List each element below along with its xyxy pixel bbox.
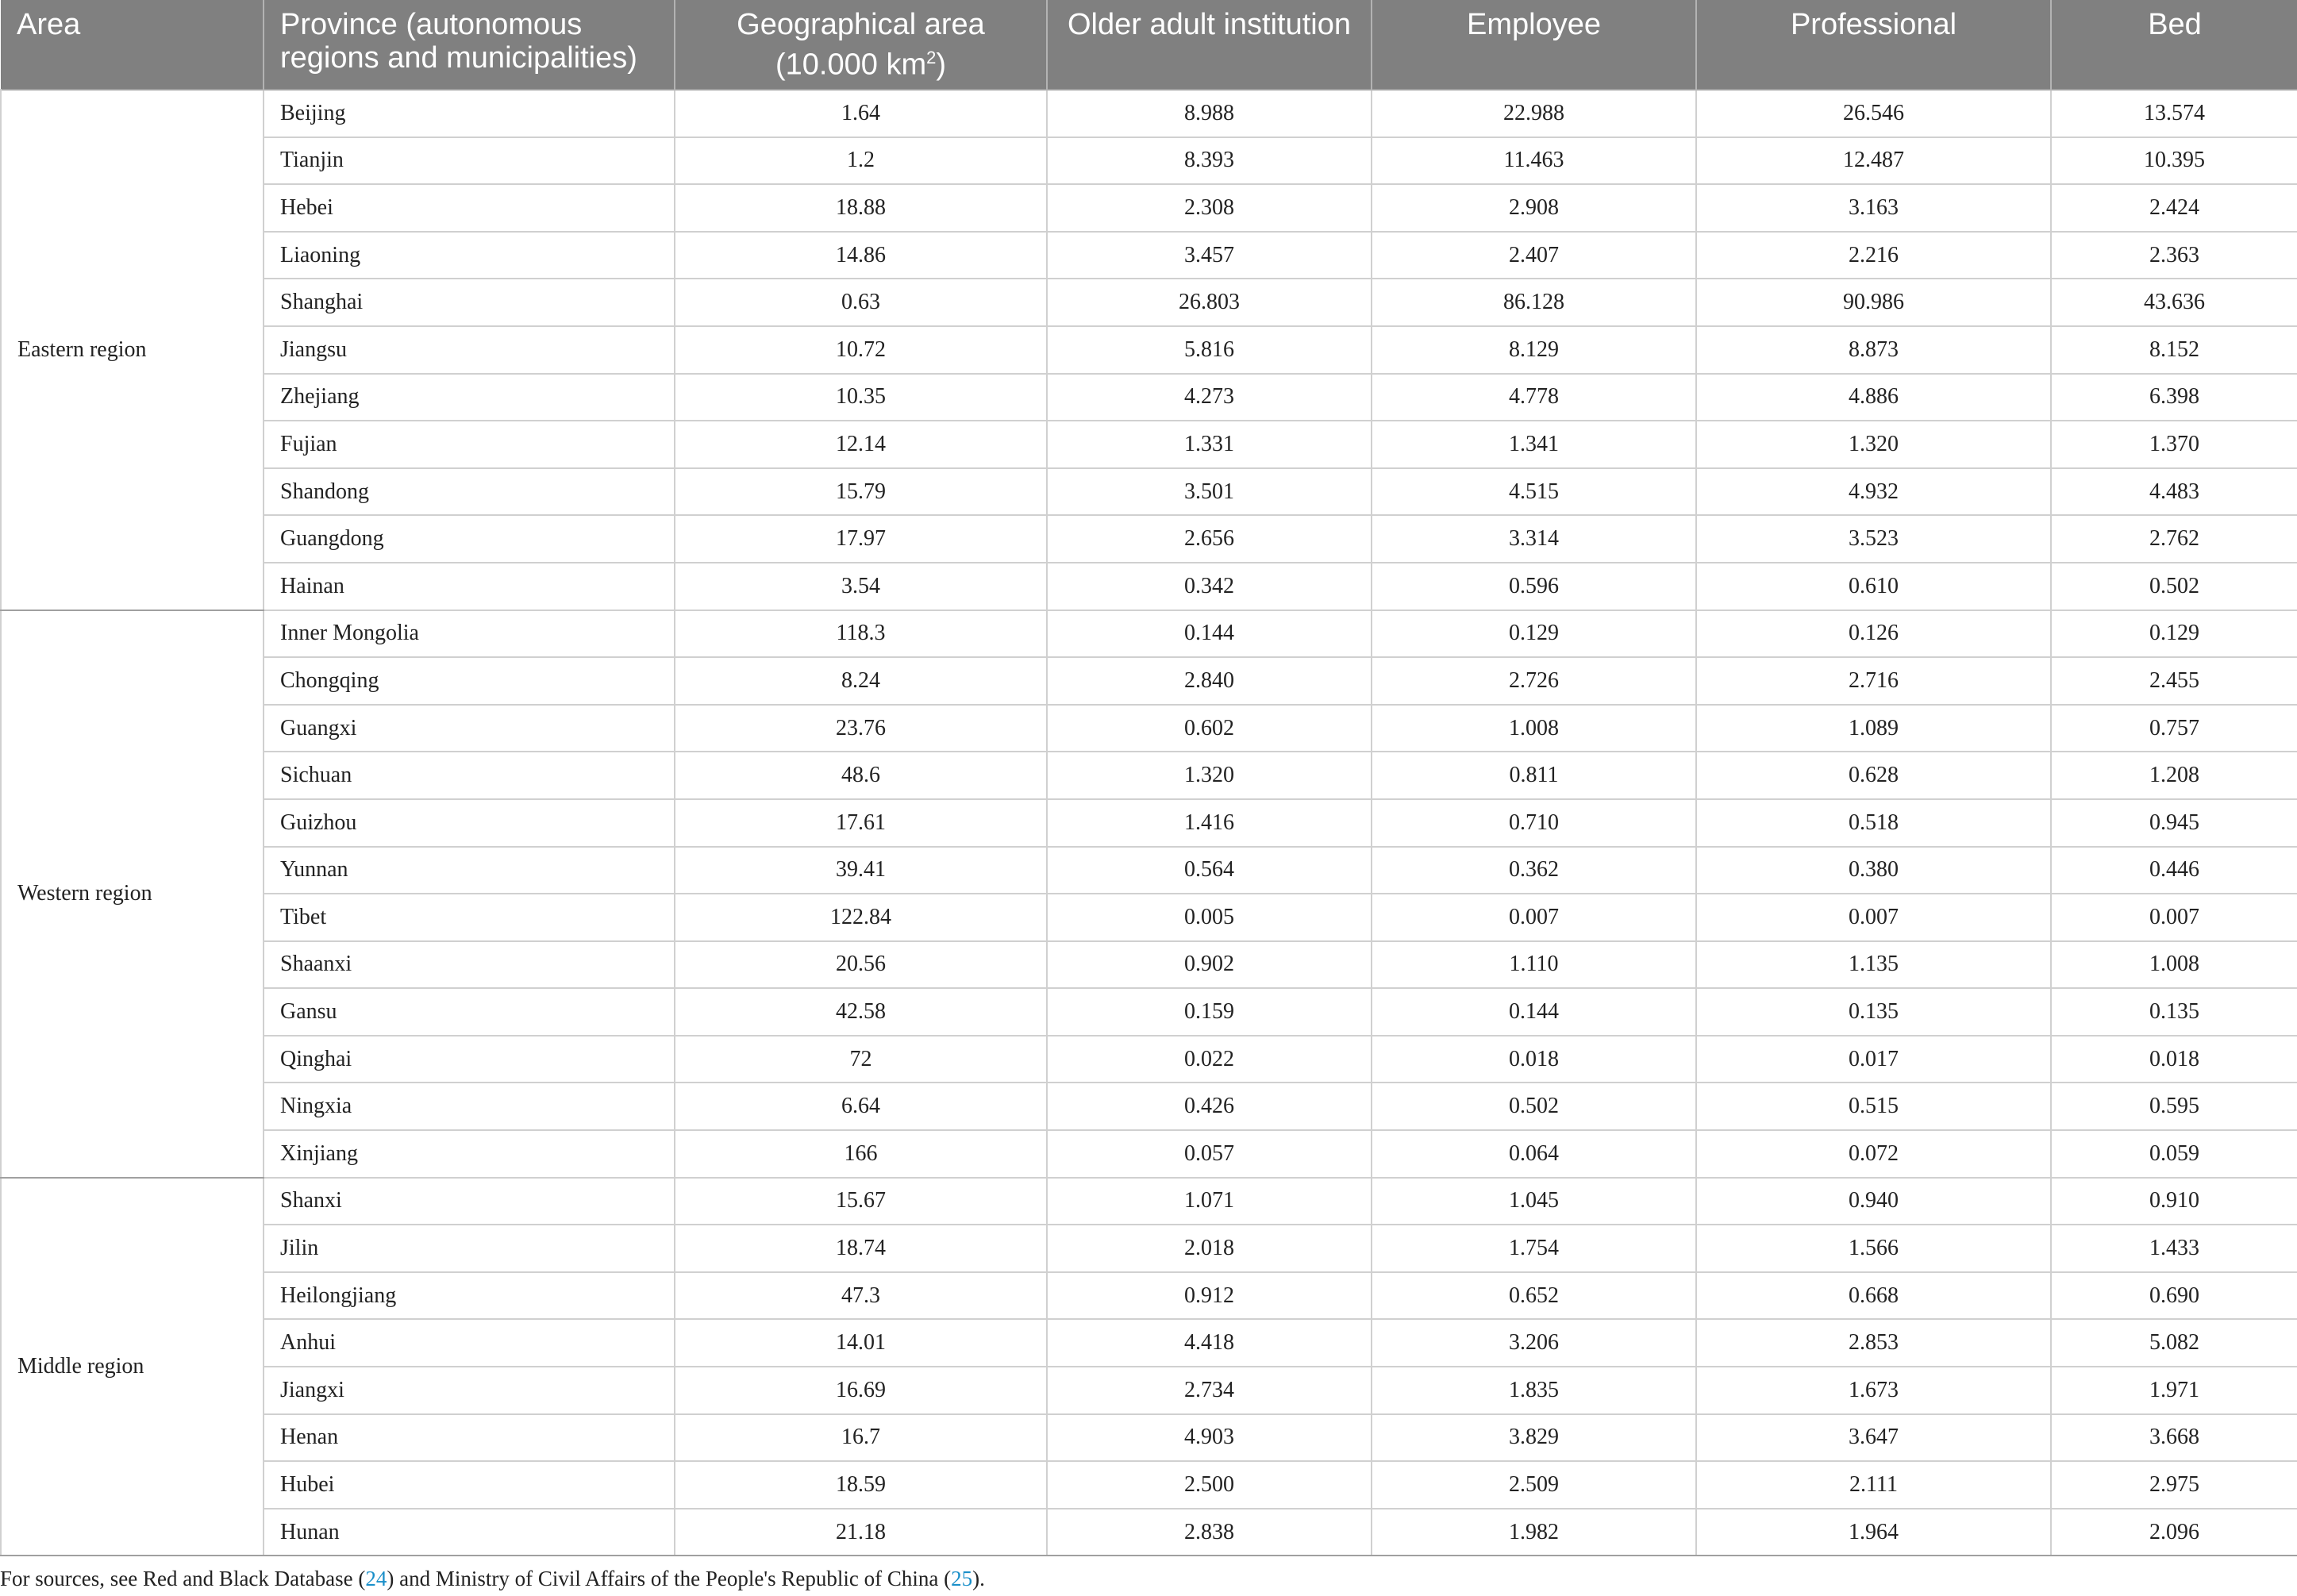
region-cell: Eastern region bbox=[1, 90, 264, 610]
geo-area-cell: 72 bbox=[675, 1036, 1047, 1083]
institution-cell: 0.564 bbox=[1047, 847, 1372, 894]
geo-area-cell: 48.6 bbox=[675, 752, 1047, 799]
employee-cell: 1.110 bbox=[1372, 941, 1696, 989]
bed-cell: 0.502 bbox=[2051, 563, 2297, 610]
professional-cell: 0.518 bbox=[1696, 799, 2051, 847]
table-row bbox=[1, 752, 2297, 799]
institution-cell: 2.734 bbox=[1047, 1367, 1372, 1414]
professional-cell: 0.135 bbox=[1696, 988, 2051, 1036]
professional-cell: 0.007 bbox=[1696, 894, 2051, 941]
professional-cell: 1.566 bbox=[1696, 1225, 2051, 1272]
employee-cell: 0.144 bbox=[1372, 988, 1696, 1036]
institution-cell: 0.022 bbox=[1047, 1036, 1372, 1083]
header-geo-area-text: Geographical area (10.000 km bbox=[737, 8, 985, 82]
institution-cell: 0.159 bbox=[1047, 988, 1372, 1036]
geo-area-cell: 10.35 bbox=[675, 374, 1047, 421]
employee-cell: 0.362 bbox=[1372, 847, 1696, 894]
professional-cell: 3.163 bbox=[1696, 184, 2051, 232]
table-row bbox=[1, 326, 2297, 374]
bed-cell: 0.757 bbox=[2051, 705, 2297, 752]
institution-cell: 1.320 bbox=[1047, 752, 1372, 799]
footnote bbox=[0, 1567, 985, 1591]
professional-cell: 4.932 bbox=[1696, 468, 2051, 516]
professional-cell: 2.853 bbox=[1696, 1319, 2051, 1367]
institution-cell: 2.838 bbox=[1047, 1509, 1372, 1556]
province-cell: Hunan bbox=[264, 1509, 675, 1556]
geo-area-cell: 18.74 bbox=[675, 1225, 1047, 1272]
geo-area-cell: 21.18 bbox=[675, 1509, 1047, 1556]
employee-cell: 0.811 bbox=[1372, 752, 1696, 799]
table-row bbox=[1, 705, 2297, 752]
employee-cell: 0.596 bbox=[1372, 563, 1696, 610]
geo-area-cell: 20.56 bbox=[675, 941, 1047, 989]
footnote-suffix: ). bbox=[972, 1567, 985, 1590]
table-row bbox=[1, 1414, 2297, 1462]
professional-cell: 1.089 bbox=[1696, 705, 2051, 752]
province-cell: Shanghai bbox=[264, 279, 675, 326]
bed-cell: 2.975 bbox=[2051, 1461, 2297, 1509]
geo-area-cell: 122.84 bbox=[675, 894, 1047, 941]
geo-area-cell: 12.14 bbox=[675, 421, 1047, 468]
employee-cell: 0.502 bbox=[1372, 1083, 1696, 1130]
footnote-ref-25[interactable]: 25 bbox=[951, 1567, 973, 1590]
table-row bbox=[1, 847, 2297, 894]
province-cell: Fujian bbox=[264, 421, 675, 468]
geo-area-cell: 14.01 bbox=[675, 1319, 1047, 1367]
bed-cell: 0.945 bbox=[2051, 799, 2297, 847]
table-row bbox=[1, 90, 2297, 137]
institution-cell: 0.902 bbox=[1047, 941, 1372, 989]
employee-cell: 1.835 bbox=[1372, 1367, 1696, 1414]
table-row bbox=[1, 1178, 2297, 1225]
professional-cell: 8.873 bbox=[1696, 326, 2051, 374]
professional-cell: 0.017 bbox=[1696, 1036, 2051, 1083]
table-row bbox=[1, 1272, 2297, 1320]
province-cell: Hubei bbox=[264, 1461, 675, 1509]
bed-cell: 0.595 bbox=[2051, 1083, 2297, 1130]
employee-cell: 1.754 bbox=[1372, 1225, 1696, 1272]
professional-cell: 0.628 bbox=[1696, 752, 2051, 799]
geo-area-cell: 17.97 bbox=[675, 515, 1047, 563]
table-row bbox=[1, 1461, 2297, 1509]
employee-cell: 1.982 bbox=[1372, 1509, 1696, 1556]
header-geo-area bbox=[675, 0, 1047, 90]
employee-cell: 4.515 bbox=[1372, 468, 1696, 516]
table-row bbox=[1, 184, 2297, 232]
geo-area-cell: 0.63 bbox=[675, 279, 1047, 326]
province-cell: Hainan bbox=[264, 563, 675, 610]
footnote-prefix: For sources, see Red and Black Database ( bbox=[0, 1567, 366, 1590]
table-row bbox=[1, 894, 2297, 941]
bed-cell: 0.018 bbox=[2051, 1036, 2297, 1083]
province-cell: Jiangxi bbox=[264, 1367, 675, 1414]
institution-cell: 2.500 bbox=[1047, 1461, 1372, 1509]
province-cell: Tianjin bbox=[264, 137, 675, 185]
employee-cell: 2.726 bbox=[1372, 657, 1696, 705]
province-cell: Gansu bbox=[264, 988, 675, 1036]
header-professional: Professional bbox=[1696, 0, 2051, 90]
bed-cell: 1.433 bbox=[2051, 1225, 2297, 1272]
header-province: Province (autonomous regions and municipalities) bbox=[264, 0, 675, 90]
bed-cell: 0.129 bbox=[2051, 610, 2297, 658]
employee-cell: 2.407 bbox=[1372, 232, 1696, 279]
institution-cell: 0.342 bbox=[1047, 563, 1372, 610]
bed-cell: 2.424 bbox=[2051, 184, 2297, 232]
geo-area-cell: 14.86 bbox=[675, 232, 1047, 279]
bed-cell: 1.008 bbox=[2051, 941, 2297, 989]
table-row bbox=[1, 279, 2297, 326]
geo-area-cell: 18.88 bbox=[675, 184, 1047, 232]
professional-cell: 0.940 bbox=[1696, 1178, 2051, 1225]
province-cell: Heilongjiang bbox=[264, 1272, 675, 1320]
professional-cell: 0.072 bbox=[1696, 1130, 2051, 1178]
province-cell: Hebei bbox=[264, 184, 675, 232]
employee-cell: 3.829 bbox=[1372, 1414, 1696, 1462]
employee-cell: 86.128 bbox=[1372, 279, 1696, 326]
geo-area-cell: 47.3 bbox=[675, 1272, 1047, 1320]
professional-cell: 1.135 bbox=[1696, 941, 2051, 989]
province-cell: Guangdong bbox=[264, 515, 675, 563]
institution-cell: 0.426 bbox=[1047, 1083, 1372, 1130]
header-bed: Bed bbox=[2051, 0, 2297, 90]
professional-cell: 0.668 bbox=[1696, 1272, 2051, 1320]
professional-cell: 26.546 bbox=[1696, 90, 2051, 137]
table-row bbox=[1, 657, 2297, 705]
table-row bbox=[1, 1367, 2297, 1414]
table-row bbox=[1, 1036, 2297, 1083]
geo-area-cell: 23.76 bbox=[675, 705, 1047, 752]
province-cell: Shaanxi bbox=[264, 941, 675, 989]
province-cell: Sichuan bbox=[264, 752, 675, 799]
institution-cell: 4.273 bbox=[1047, 374, 1372, 421]
province-cell: Jilin bbox=[264, 1225, 675, 1272]
geo-area-cell: 1.2 bbox=[675, 137, 1047, 185]
bed-cell: 5.082 bbox=[2051, 1319, 2297, 1367]
table-body bbox=[1, 90, 2297, 1556]
employee-cell: 0.018 bbox=[1372, 1036, 1696, 1083]
bed-cell: 0.910 bbox=[2051, 1178, 2297, 1225]
bed-cell: 8.152 bbox=[2051, 326, 2297, 374]
institution-cell: 0.057 bbox=[1047, 1130, 1372, 1178]
table-row bbox=[1, 515, 2297, 563]
province-cell: Tibet bbox=[264, 894, 675, 941]
geo-area-cell: 8.24 bbox=[675, 657, 1047, 705]
province-cell: Xinjiang bbox=[264, 1130, 675, 1178]
bed-cell: 2.762 bbox=[2051, 515, 2297, 563]
institution-cell: 2.840 bbox=[1047, 657, 1372, 705]
bed-cell: 2.096 bbox=[2051, 1509, 2297, 1556]
institution-cell: 8.393 bbox=[1047, 137, 1372, 185]
institution-cell: 2.018 bbox=[1047, 1225, 1372, 1272]
bed-cell: 10.395 bbox=[2051, 137, 2297, 185]
employee-cell: 1.045 bbox=[1372, 1178, 1696, 1225]
professional-cell: 2.111 bbox=[1696, 1461, 2051, 1509]
header-employee: Employee bbox=[1372, 0, 1696, 90]
professional-cell: 3.647 bbox=[1696, 1414, 2051, 1462]
bed-cell: 0.059 bbox=[2051, 1130, 2297, 1178]
employee-cell: 1.008 bbox=[1372, 705, 1696, 752]
employee-cell: 0.064 bbox=[1372, 1130, 1696, 1178]
professional-cell: 0.380 bbox=[1696, 847, 2051, 894]
geo-area-cell: 16.69 bbox=[675, 1367, 1047, 1414]
institution-cell: 4.903 bbox=[1047, 1414, 1372, 1462]
bed-cell: 1.971 bbox=[2051, 1367, 2297, 1414]
table-row bbox=[1, 374, 2297, 421]
professional-cell: 1.320 bbox=[1696, 421, 2051, 468]
institution-cell: 3.501 bbox=[1047, 468, 1372, 516]
employee-cell: 11.463 bbox=[1372, 137, 1696, 185]
table-row bbox=[1, 1225, 2297, 1272]
employee-cell: 2.509 bbox=[1372, 1461, 1696, 1509]
bed-cell: 4.483 bbox=[2051, 468, 2297, 516]
employee-cell: 0.129 bbox=[1372, 610, 1696, 658]
table-row bbox=[1, 1083, 2297, 1130]
geo-area-cell: 118.3 bbox=[675, 610, 1047, 658]
bed-cell: 0.007 bbox=[2051, 894, 2297, 941]
employee-cell: 0.652 bbox=[1372, 1272, 1696, 1320]
institution-cell: 5.816 bbox=[1047, 326, 1372, 374]
province-cell: Guangxi bbox=[264, 705, 675, 752]
table-row bbox=[1, 988, 2297, 1036]
geo-area-cell: 3.54 bbox=[675, 563, 1047, 610]
province-cell: Anhui bbox=[264, 1319, 675, 1367]
bed-cell: 1.208 bbox=[2051, 752, 2297, 799]
province-cell: Zhejiang bbox=[264, 374, 675, 421]
bed-cell: 6.398 bbox=[2051, 374, 2297, 421]
bed-cell: 13.574 bbox=[2051, 90, 2297, 137]
header-area: Area bbox=[1, 0, 264, 90]
bed-cell: 2.455 bbox=[2051, 657, 2297, 705]
employee-cell: 8.129 bbox=[1372, 326, 1696, 374]
professional-cell: 90.986 bbox=[1696, 279, 2051, 326]
region-cell: Middle region bbox=[1, 1178, 264, 1556]
institution-cell: 1.071 bbox=[1047, 1178, 1372, 1225]
table-row bbox=[1, 941, 2297, 989]
geo-area-cell: 6.64 bbox=[675, 1083, 1047, 1130]
professional-cell: 3.523 bbox=[1696, 515, 2051, 563]
table-row bbox=[1, 421, 2297, 468]
header-institution: Older adult institution bbox=[1047, 0, 1372, 90]
header-geo-area-close: ) bbox=[936, 48, 946, 82]
province-cell: Shanxi bbox=[264, 1178, 675, 1225]
institution-cell: 2.656 bbox=[1047, 515, 1372, 563]
bed-cell: 0.446 bbox=[2051, 847, 2297, 894]
geo-area-cell: 1.64 bbox=[675, 90, 1047, 137]
geo-area-cell: 42.58 bbox=[675, 988, 1047, 1036]
bed-cell: 1.370 bbox=[2051, 421, 2297, 468]
table-row bbox=[1, 563, 2297, 610]
footnote-middle: ) and Ministry of Civil Affairs of the People's Republic of China ( bbox=[387, 1567, 952, 1590]
employee-cell: 1.341 bbox=[1372, 421, 1696, 468]
employee-cell: 3.206 bbox=[1372, 1319, 1696, 1367]
institution-cell: 8.988 bbox=[1047, 90, 1372, 137]
province-cell: Chongqing bbox=[264, 657, 675, 705]
table-row bbox=[1, 468, 2297, 516]
geo-area-cell: 166 bbox=[675, 1130, 1047, 1178]
table-row bbox=[1, 1130, 2297, 1178]
geo-area-cell: 18.59 bbox=[675, 1461, 1047, 1509]
employee-cell: 22.988 bbox=[1372, 90, 1696, 137]
institution-cell: 0.144 bbox=[1047, 610, 1372, 658]
employee-cell: 4.778 bbox=[1372, 374, 1696, 421]
professional-cell: 1.673 bbox=[1696, 1367, 2051, 1414]
geo-area-cell: 39.41 bbox=[675, 847, 1047, 894]
province-cell: Shandong bbox=[264, 468, 675, 516]
bed-cell: 2.363 bbox=[2051, 232, 2297, 279]
institution-cell: 2.308 bbox=[1047, 184, 1372, 232]
professional-cell: 0.515 bbox=[1696, 1083, 2051, 1130]
province-cell: Henan bbox=[264, 1414, 675, 1462]
employee-cell: 2.908 bbox=[1372, 184, 1696, 232]
institution-cell: 0.005 bbox=[1047, 894, 1372, 941]
province-cell: Liaoning bbox=[264, 232, 675, 279]
institution-cell: 4.418 bbox=[1047, 1319, 1372, 1367]
professional-cell: 0.126 bbox=[1696, 610, 2051, 658]
province-cell: Guizhou bbox=[264, 799, 675, 847]
professional-cell: 4.886 bbox=[1696, 374, 2051, 421]
employee-cell: 3.314 bbox=[1372, 515, 1696, 563]
institution-cell: 1.331 bbox=[1047, 421, 1372, 468]
professional-cell: 0.610 bbox=[1696, 563, 2051, 610]
province-cell: Ningxia bbox=[264, 1083, 675, 1130]
region-cell: Western region bbox=[1, 610, 264, 1178]
province-cell: Qinghai bbox=[264, 1036, 675, 1083]
institution-cell: 3.457 bbox=[1047, 232, 1372, 279]
professional-cell: 12.487 bbox=[1696, 137, 2051, 185]
institution-cell: 1.416 bbox=[1047, 799, 1372, 847]
table-row bbox=[1, 799, 2297, 847]
geo-area-cell: 15.79 bbox=[675, 468, 1047, 516]
professional-cell: 2.716 bbox=[1696, 657, 2051, 705]
geo-area-cell: 15.67 bbox=[675, 1178, 1047, 1225]
professional-cell: 2.216 bbox=[1696, 232, 2051, 279]
header-row bbox=[1, 0, 2297, 90]
bed-cell: 3.668 bbox=[2051, 1414, 2297, 1462]
bed-cell: 43.636 bbox=[2051, 279, 2297, 326]
table-row bbox=[1, 137, 2297, 185]
employee-cell: 0.007 bbox=[1372, 894, 1696, 941]
table-row bbox=[1, 1509, 2297, 1556]
geo-area-cell: 17.61 bbox=[675, 799, 1047, 847]
employee-cell: 0.710 bbox=[1372, 799, 1696, 847]
geo-area-cell: 10.72 bbox=[675, 326, 1047, 374]
institution-cell: 26.803 bbox=[1047, 279, 1372, 326]
bed-cell: 0.690 bbox=[2051, 1272, 2297, 1320]
province-cell: Beijing bbox=[264, 90, 675, 137]
professional-cell: 1.964 bbox=[1696, 1509, 2051, 1556]
table-row bbox=[1, 1319, 2297, 1367]
institution-cell: 0.912 bbox=[1047, 1272, 1372, 1320]
bed-cell: 0.135 bbox=[2051, 988, 2297, 1036]
table-row bbox=[1, 232, 2297, 279]
province-cell: Jiangsu bbox=[264, 326, 675, 374]
institution-cell: 0.602 bbox=[1047, 705, 1372, 752]
province-cell: Inner Mongolia bbox=[264, 610, 675, 658]
header-geo-area-sup: 2 bbox=[926, 48, 937, 67]
geo-area-cell: 16.7 bbox=[675, 1414, 1047, 1462]
table-row bbox=[1, 610, 2297, 658]
province-cell: Yunnan bbox=[264, 847, 675, 894]
footnote-ref-24[interactable]: 24 bbox=[365, 1567, 387, 1590]
